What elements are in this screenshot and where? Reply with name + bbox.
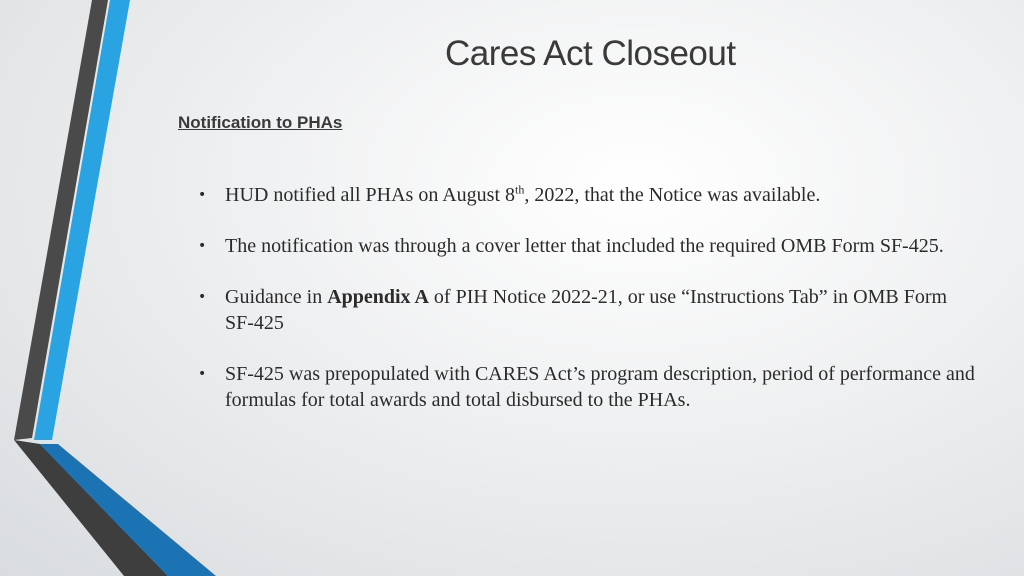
bullet-text: HUD notified all PHAs on August 8th, 2022, that the Notice was available. xyxy=(225,182,821,206)
appendix-reference: Appendix A xyxy=(327,286,429,308)
bullet-text: SF-425 was prepopulated with CARES Act’s program description, period of performance and formulas for total awards and total disbursed to the PHAs. xyxy=(225,363,975,411)
bullet-text: The notification was through a cover letter that included the required OMB Form SF-425. xyxy=(225,235,944,257)
bullet-item-cover-letter xyxy=(198,233,978,259)
bullet-icon: • xyxy=(198,238,207,254)
bullet-icon: • xyxy=(198,289,207,305)
bullet-item-prepopulated xyxy=(198,361,978,413)
bullet-item-notification-date xyxy=(198,182,978,208)
bullet-list xyxy=(198,182,978,438)
dark-wedge xyxy=(14,440,168,576)
bullet-text: Guidance in Appendix A of PIH Notice 2022-21, or use “Instructions Tab” in OMB Form SF-425 xyxy=(225,286,948,334)
ordinal-suffix: th xyxy=(515,182,525,197)
bullet-icon: • xyxy=(198,366,207,382)
slide-title: Cares Act Closeout xyxy=(445,34,736,73)
section-heading: Notification to PHAs xyxy=(178,113,343,132)
bullet-icon: • xyxy=(198,187,207,203)
bullet-item-guidance xyxy=(198,284,978,336)
